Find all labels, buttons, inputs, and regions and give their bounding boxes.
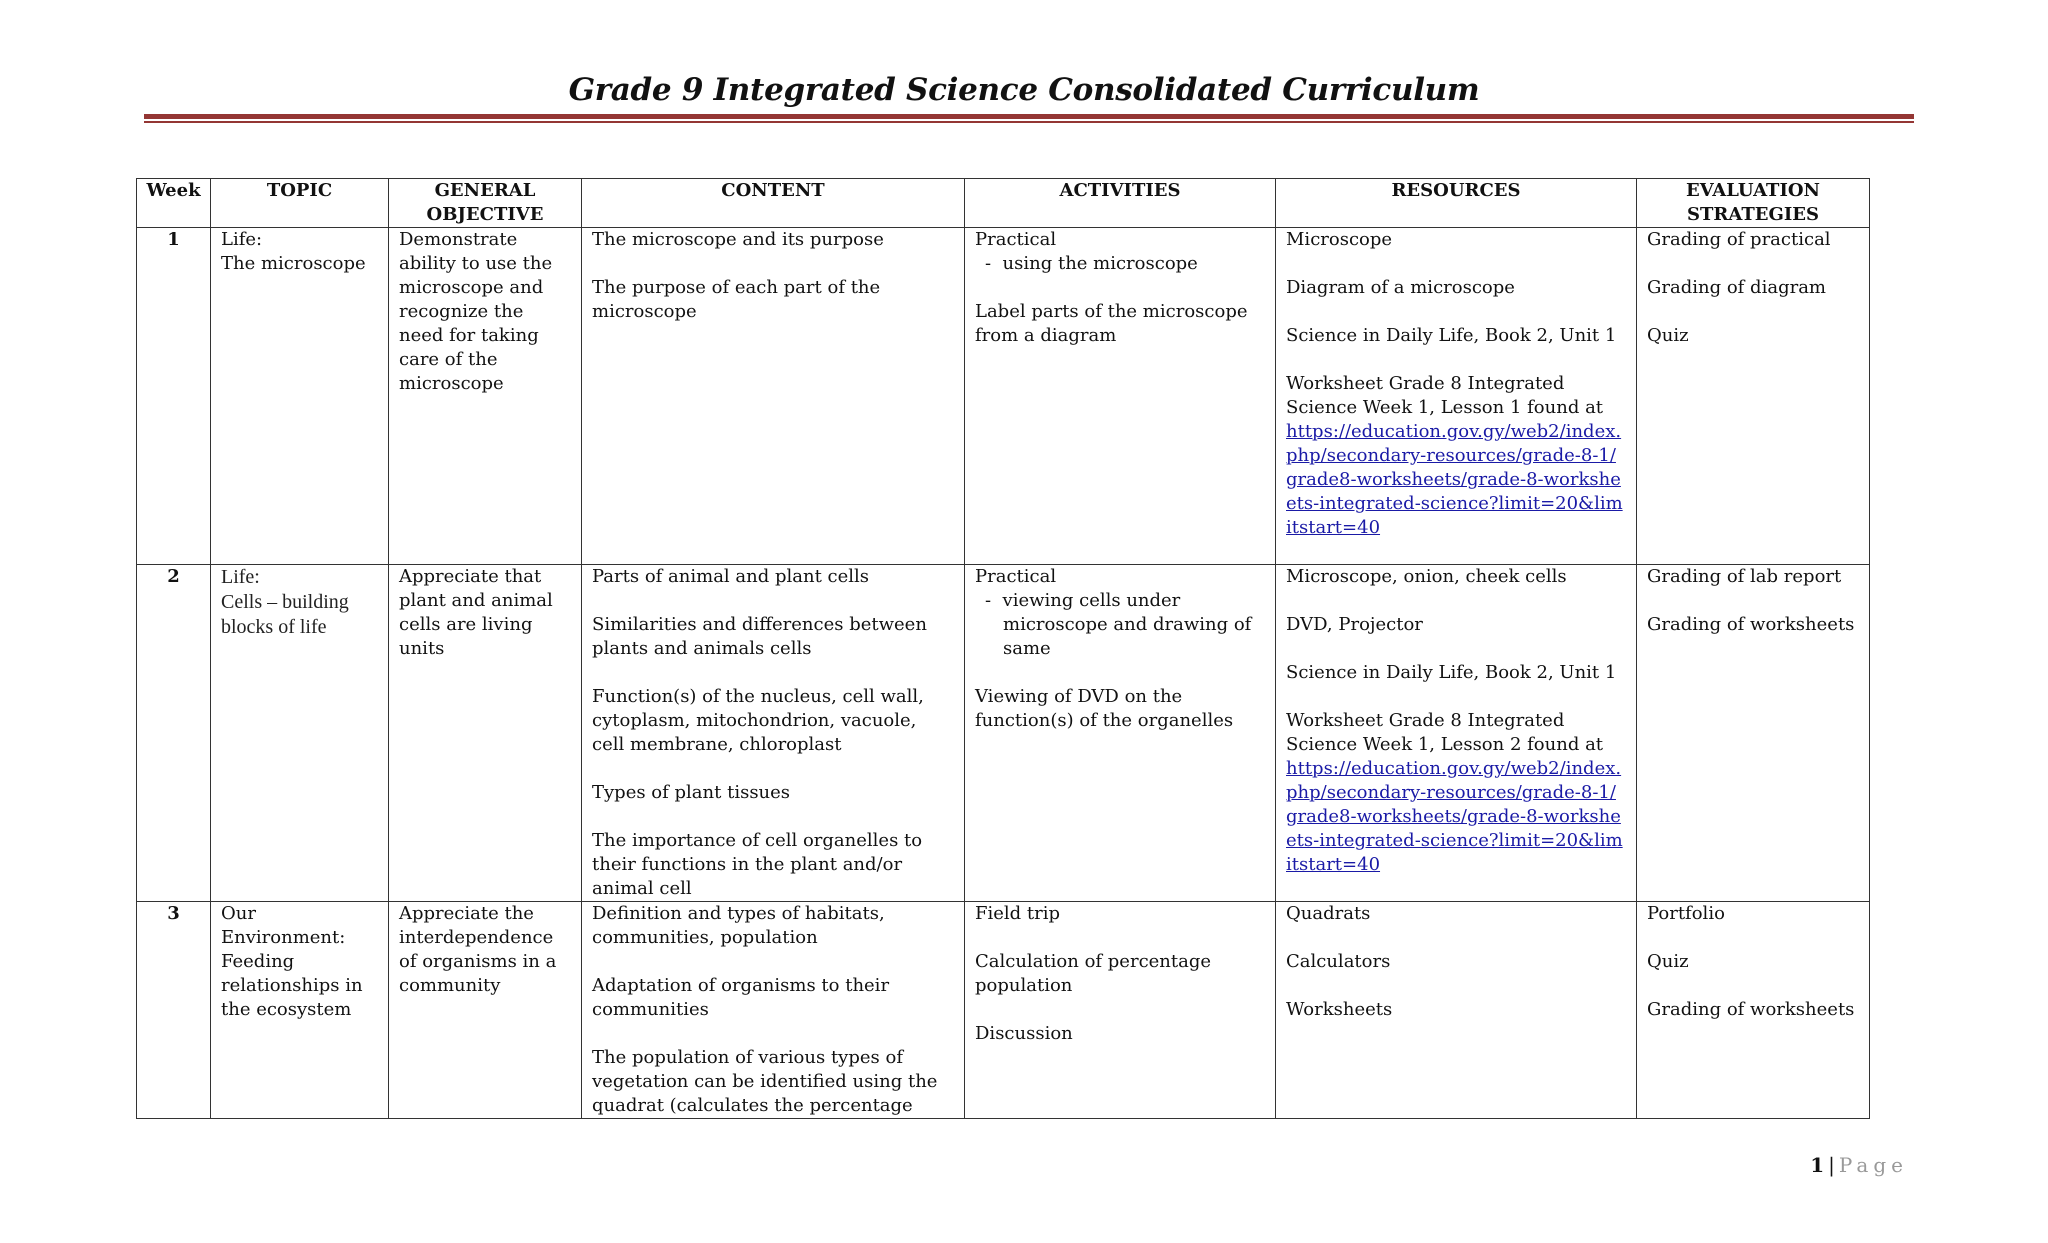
header-evaluation-line1: EVALUATION	[1686, 180, 1820, 201]
page-footer	[1810, 1153, 1908, 1177]
activities-cell	[965, 565, 1276, 902]
week-cell: 2	[137, 565, 211, 902]
content-item: Function(s) of the nucleus, cell wall, cytoplasm, mitochondrion, vacuole, cell membrane, chloroplast	[592, 686, 930, 755]
activity-bullet-text: using the microscope	[1002, 253, 1198, 274]
table-row	[137, 565, 1870, 902]
activities-cell	[965, 228, 1276, 565]
content-item: Parts of animal and plant cells	[592, 566, 870, 587]
objective-cell: Demonstrate ability to use the microscope and recognize the need for taking care of the microscope	[389, 228, 582, 565]
table-row	[137, 902, 1870, 1119]
topic-line: Our Environment: Feeding relationships in the ecosystem	[221, 903, 369, 1020]
resource-item: Microscope, onion, cheek cells	[1286, 566, 1567, 587]
topic-line: The microscope	[221, 253, 366, 274]
content-item: The purpose of each part of the microscope	[592, 277, 886, 322]
content-item: The population of various types of vegetation can be identified using the quadrat (calculates the percentage	[592, 1047, 944, 1116]
objective-cell: Appreciate that plant and animal cells are living units	[389, 565, 582, 902]
topic-line: Life:	[221, 566, 260, 588]
resource-item: Science in Daily Life, Book 2, Unit 1	[1286, 662, 1617, 683]
resource-item: Science in Daily Life, Book 2, Unit 1	[1286, 325, 1617, 346]
header-general-objective	[389, 179, 582, 228]
header-objective-line1: GENERAL	[434, 180, 536, 201]
worksheet-note: Worksheet Grade 8 Integrated Science Week 1, Lesson 1 found at	[1286, 373, 1604, 418]
evaluation-item: Grading of practical	[1647, 229, 1831, 250]
topic-cell	[211, 228, 389, 565]
content-cell	[582, 902, 965, 1119]
title-divider-thin	[144, 121, 1914, 123]
content-item: Similarities and differences between plants and animals cells	[592, 614, 933, 659]
week-cell: 1	[137, 228, 211, 565]
content-cell	[582, 565, 965, 902]
activity-heading: Practical	[975, 566, 1057, 587]
worksheet-link[interactable]: https://education.gov.gy/web2/index.php/secondary-resources/grade-8-1/grade8-worksheets/grade-8-worksheets-integrated-science?limit=20&limitstart=40	[1286, 758, 1623, 875]
page-title: Grade 9 Integrated Science Consolidated Curriculum	[568, 72, 1480, 108]
activity-heading: Practical	[975, 229, 1057, 250]
evaluation-item: Quiz	[1647, 325, 1689, 346]
evaluation-item: Grading of worksheets	[1647, 999, 1855, 1020]
topic-cell	[211, 902, 389, 1119]
content-item: Adaptation of organisms to their communities	[592, 975, 895, 1020]
resource-item: Diagram of a microscope	[1286, 277, 1515, 298]
activity-item: Viewing of DVD on the function(s) of the organelles	[975, 686, 1234, 731]
activities-cell	[965, 902, 1276, 1119]
table-row	[137, 228, 1870, 565]
evaluation-item: Quiz	[1647, 951, 1689, 972]
activity-bullet: - viewing cells under microscope and drawing of same	[985, 590, 1252, 659]
resources-cell	[1276, 902, 1637, 1119]
activity-bullet: - using the microscope	[985, 253, 1198, 274]
resource-item: Microscope	[1286, 229, 1393, 250]
header-evaluation-line2: STRATEGIES	[1687, 204, 1819, 225]
content-item: Definition and types of habitats, communities, population	[592, 903, 891, 948]
content-item: The microscope and its purpose	[592, 229, 884, 250]
page-label: Page	[1838, 1153, 1908, 1177]
content-item: Types of plant tissues	[592, 782, 791, 803]
worksheet-link[interactable]: https://education.gov.gy/web2/index.php/secondary-resources/grade-8-1/grade8-worksheets/grade-8-worksheets-integrated-science?limit=20&limitstart=40	[1286, 421, 1623, 538]
evaluation-cell	[1637, 228, 1870, 565]
page-number: 1	[1810, 1153, 1825, 1177]
table-header-row	[137, 179, 1870, 228]
content-item: The importance of cell organelles to their functions in the plant and/or animal cell	[592, 830, 928, 899]
activity-item: Label parts of the microscope from a diagram	[975, 301, 1254, 346]
curriculum-table	[136, 178, 1870, 1119]
topic-line: Cells – building blocks of life	[221, 591, 354, 638]
evaluation-cell	[1637, 902, 1870, 1119]
evaluation-item: Grading of worksheets	[1647, 614, 1855, 635]
activity-bullet-text: viewing cells under microscope and drawing of same	[1002, 590, 1252, 659]
header-week: Week	[137, 179, 211, 228]
header-topic: TOPIC	[211, 179, 389, 228]
evaluation-item: Grading of lab report	[1647, 566, 1842, 587]
evaluation-item: Grading of diagram	[1647, 277, 1826, 298]
header-resources: RESOURCES	[1276, 179, 1637, 228]
header-evaluation	[1637, 179, 1870, 228]
resource-item: Quadrats	[1286, 903, 1371, 924]
activity-item: Field trip	[975, 903, 1061, 924]
worksheet-note: Worksheet Grade 8 Integrated Science Week 1, Lesson 2 found at	[1286, 710, 1604, 755]
title-divider	[144, 114, 1914, 119]
resource-item: Calculators	[1286, 951, 1391, 972]
resource-item: DVD, Projector	[1286, 614, 1423, 635]
resource-item: Worksheets	[1286, 999, 1393, 1020]
activity-item: Calculation of percentage population	[975, 951, 1217, 996]
week-cell: 3	[137, 902, 211, 1119]
evaluation-item: Portfolio	[1647, 903, 1725, 924]
resources-cell	[1276, 565, 1637, 902]
header-content: CONTENT	[582, 179, 965, 228]
header-activities: ACTIVITIES	[965, 179, 1276, 228]
evaluation-cell	[1637, 565, 1870, 902]
page-separator: |	[1828, 1153, 1835, 1177]
activity-item: Discussion	[975, 1023, 1073, 1044]
topic-line: Life:	[221, 229, 263, 250]
content-cell	[582, 228, 965, 565]
topic-cell	[211, 565, 389, 902]
resources-cell	[1276, 228, 1637, 565]
objective-cell: Appreciate the interdependence of organisms in a community	[389, 902, 582, 1119]
header-objective-line2: OBJECTIVE	[426, 204, 544, 225]
